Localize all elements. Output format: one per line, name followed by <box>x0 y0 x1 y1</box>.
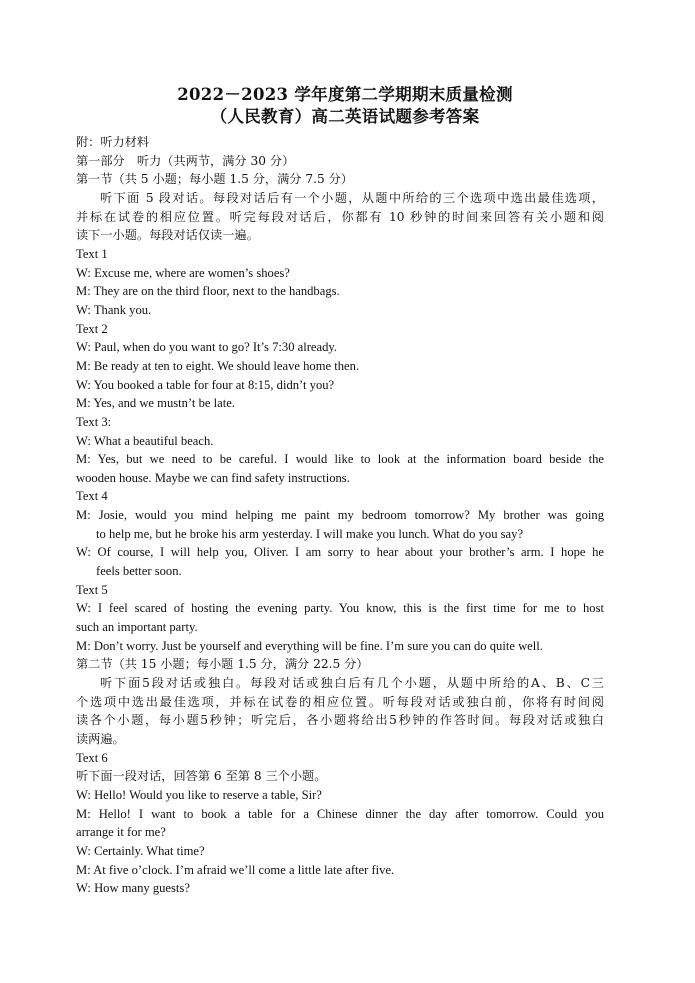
dialogue-line: M: Josie, would you mind helping me paint my bedroom tomorrow? My brother was going <box>76 508 604 523</box>
text-label: Text 3: <box>76 414 112 429</box>
document-page <box>76 84 604 898</box>
section-two-instructions-line: 听下面5段对话或独白。每段对话或独白后有几个小题，从题中所给的A、B、C三 <box>100 676 604 691</box>
dialogue-line: such an important party. <box>76 620 198 635</box>
dialogue-line: W: You booked a table for four at 8:15, didn’t you? <box>76 377 335 392</box>
dialogue-line: W: Certainly. What time? <box>76 843 205 858</box>
section-two-instructions-line: 读各个小题，每小题5秒钟；听完后，各小题将给出5秒钟的作答时间。每段对话或独白 <box>76 713 604 728</box>
dialogue-line: M: Don’t worry. Just be yourself and everything will be fine. I’m sure you can do quite well. <box>76 638 543 653</box>
dialogue-line: M: Hello! I want to book a table for a Chinese dinner the day after tomorrow. Could you <box>76 806 604 821</box>
text-label: Text 4 <box>76 489 108 504</box>
dialogue-line: M: Be ready at ten to eight. We should leave home then. <box>76 358 360 373</box>
document-subtitle: （人民教育）高二英语试题参考答案 <box>210 107 480 126</box>
text-label: Text 1 <box>76 246 108 261</box>
appendix-heading: 附：听力材料 <box>76 135 150 149</box>
dialogue-line: W: I feel scared of hosting the evening party. You know, this is the first time for me to host <box>76 601 604 616</box>
dialogue-line: arrange it for me? <box>76 825 166 840</box>
dialogue-line: W: Hello! Would you like to reserve a table, Sir? <box>76 787 322 802</box>
dialogue-line: W: Of course, I will help you, Oliver. I am sorry to hear about your brother’s arm. I hope he <box>76 545 604 560</box>
dialogue-line: W: Thank you. <box>76 302 152 317</box>
dialogue-line: M: Yes, but we need to be careful. I would like to look at the information board beside the <box>76 452 604 467</box>
section-two-instructions-line: 个选项中选出最佳选项，并标在试卷的相应位置。听每段对话或独白前，你将有时间阅 <box>76 694 604 709</box>
dialogue-line: feels better soon. <box>96 564 182 579</box>
section-one-instructions-line: 听下面 5 段对话。每段对话后有一个小题，从题中所给的三个选项中选出最佳选项， <box>100 190 604 205</box>
section-one-instructions-line: 读下一小题。每段对话仅读一遍。 <box>76 228 259 243</box>
question-instruction: 听下面一段对话，回答第 6 至第 8 三个小题。 <box>76 769 327 784</box>
section-one-heading: 第一节（共 5 小题；每小题 1.5 分，满分 7.5 分） <box>76 172 353 187</box>
dialogue-line: M: Yes, and we mustn’t be late. <box>76 396 235 411</box>
dialogue-line: W: Excuse me, where are women’s shoes? <box>76 265 290 280</box>
text-label: Text 6 <box>76 750 108 765</box>
dialogue-line: to help me, but he broke his arm yesterday. I will make you lunch. What do you say? <box>96 526 524 541</box>
dialogue-line: W: How many guests? <box>76 881 190 896</box>
dialogue-line: W: Paul, when do you want to go? It’s 7:30 already. <box>76 340 338 355</box>
text-label: Text 2 <box>76 321 108 336</box>
dialogue-line: wooden house. Maybe we can find safety instructions. <box>76 470 350 485</box>
document-title: 2022－2023 学年度第二学期期末质量检测 <box>177 85 513 104</box>
part-one-heading: 第一部分 听力（共两节，满分 30 分） <box>76 153 295 168</box>
section-two-heading: 第二节（共 15 小题；每小题 1.5 分，满分 22.5 分） <box>76 657 369 672</box>
dialogue-line: M: They are on the third floor, next to the handbags. <box>76 284 340 299</box>
section-two-instructions-line: 读两遍。 <box>76 732 125 746</box>
section-one-instructions-line: 并标在试卷的相应位置。听完每段对话后，你都有 10 秒钟的时间来回答有关小题和阅 <box>76 209 604 224</box>
text-label: Text 5 <box>76 582 108 597</box>
dialogue-line: W: What a beautiful beach. <box>76 433 214 448</box>
dialogue-line: M: At five o’clock. I’m afraid we’ll come a little late after five. <box>76 862 395 877</box>
